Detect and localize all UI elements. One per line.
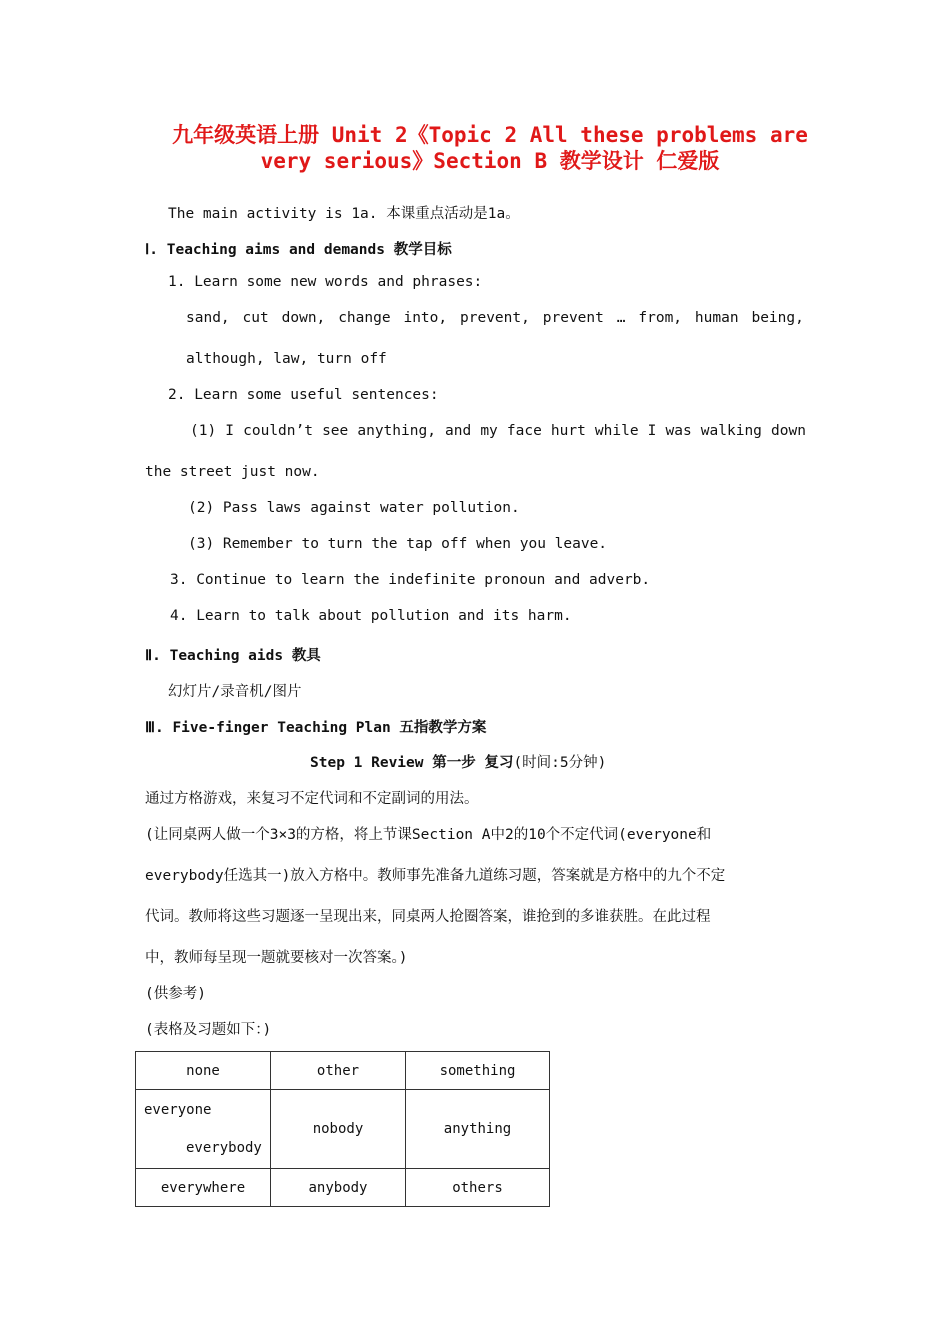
word: hurt (550, 423, 586, 439)
word: prevent, (460, 310, 530, 326)
paragraph-line-1: (让同桌两人做一个3×3的方格，将上节课Section A中2的10个不定代词(everyone和 (145, 827, 712, 843)
table-row (136, 1169, 550, 1207)
reference-note: (供参考) (145, 986, 206, 1002)
cell-line: everybody (186, 1140, 262, 1156)
aim-3: 3. Continue to learn the indefinite pronoun and adverb. (170, 572, 651, 588)
table-cell: something (406, 1052, 550, 1090)
section-1-heading: Ⅰ. Teaching aims and demands 教学目标 (145, 242, 452, 258)
sentence-3: (3) Remember to turn the tap off when you leave. (188, 536, 608, 552)
word: being, (751, 310, 804, 326)
word: into, (403, 310, 448, 326)
word: sand, (186, 310, 230, 326)
paragraph-line-2: everybody任选其一)放入方格中。教师事先准备九道练习题，答案就是方格中的九个不定 (145, 868, 726, 884)
table-cell: nobody (271, 1090, 406, 1169)
section-3-heading: Ⅲ. Five-finger Teaching Plan 五指教学方案 (145, 720, 487, 736)
word: anything, (357, 423, 436, 439)
word: see (322, 423, 349, 439)
section-2-heading: Ⅱ. Teaching aids 教具 (145, 648, 321, 664)
pronoun-grid-table (135, 1051, 550, 1207)
paragraph-line-3: 代词。教师将这些习题逐一呈现出来，同桌两人抢圈答案，谁抢到的多谁获胜。在此过程 (145, 909, 711, 925)
document-title (150, 122, 830, 174)
word: down, (281, 310, 326, 326)
step-1-heading (310, 751, 606, 772)
word: … (616, 310, 626, 326)
table-cell (136, 1090, 271, 1169)
step-1-time: (时间:5分钟) (513, 755, 607, 771)
table-cell: none (136, 1052, 271, 1090)
sentence-2: (2) Pass laws against water pollution. (188, 500, 520, 516)
word: I (225, 423, 235, 439)
table-cell: others (406, 1169, 550, 1207)
word: walking (700, 423, 762, 439)
table-row (136, 1090, 550, 1169)
title-line-2: very serious》Section B 教学设计 仁爱版 (260, 149, 720, 173)
paragraph-line-4: 中，教师每呈现一题就要核对一次答案。) (145, 950, 408, 966)
aim-1: 1. Learn some new words and phrases: (168, 274, 483, 290)
table-row (136, 1052, 550, 1090)
word: from, (638, 310, 683, 326)
step-1-title: Step 1 Review 第一步 复习 (310, 755, 514, 771)
word: my (480, 423, 498, 439)
word: I (647, 423, 657, 439)
table-cell: other (271, 1052, 406, 1090)
table-cell: everywhere (136, 1169, 271, 1207)
words-row-1 (186, 310, 804, 326)
aim-2: 2. Learn some useful sentences: (168, 387, 439, 403)
word: (1) (190, 423, 217, 439)
cell-line: everyone (144, 1102, 212, 1118)
word: cut (242, 310, 269, 326)
table-cell: anything (406, 1090, 550, 1169)
teaching-aids-list: 幻灯片/录音机/图片 (168, 684, 302, 700)
aim-4: 4. Learn to talk about pollution and its harm. (170, 608, 572, 624)
sentence-1-row-1 (190, 423, 806, 439)
sentence-1-row-2: the street just now. (145, 464, 320, 480)
table-cell: anybody (271, 1169, 406, 1207)
word: was (665, 423, 692, 439)
step-1-description: 通过方格游戏，来复习不定代词和不定副词的用法。 (145, 791, 479, 807)
word: down (771, 423, 806, 439)
intro-text: The main activity is 1a. 本课重点活动是1a。 (168, 206, 520, 222)
table-note: (表格及习题如下：) (145, 1022, 272, 1038)
word: change (338, 310, 391, 326)
word: prevent (542, 310, 604, 326)
words-row-2: although, law, turn off (186, 351, 387, 367)
word: human (694, 310, 739, 326)
word: couldn’t (243, 423, 313, 439)
title-line-1: 九年级英语上册 Unit 2《Topic 2 All these problems are (172, 123, 808, 147)
word: and (445, 423, 472, 439)
word: face (506, 423, 542, 439)
word: while (594, 423, 639, 439)
